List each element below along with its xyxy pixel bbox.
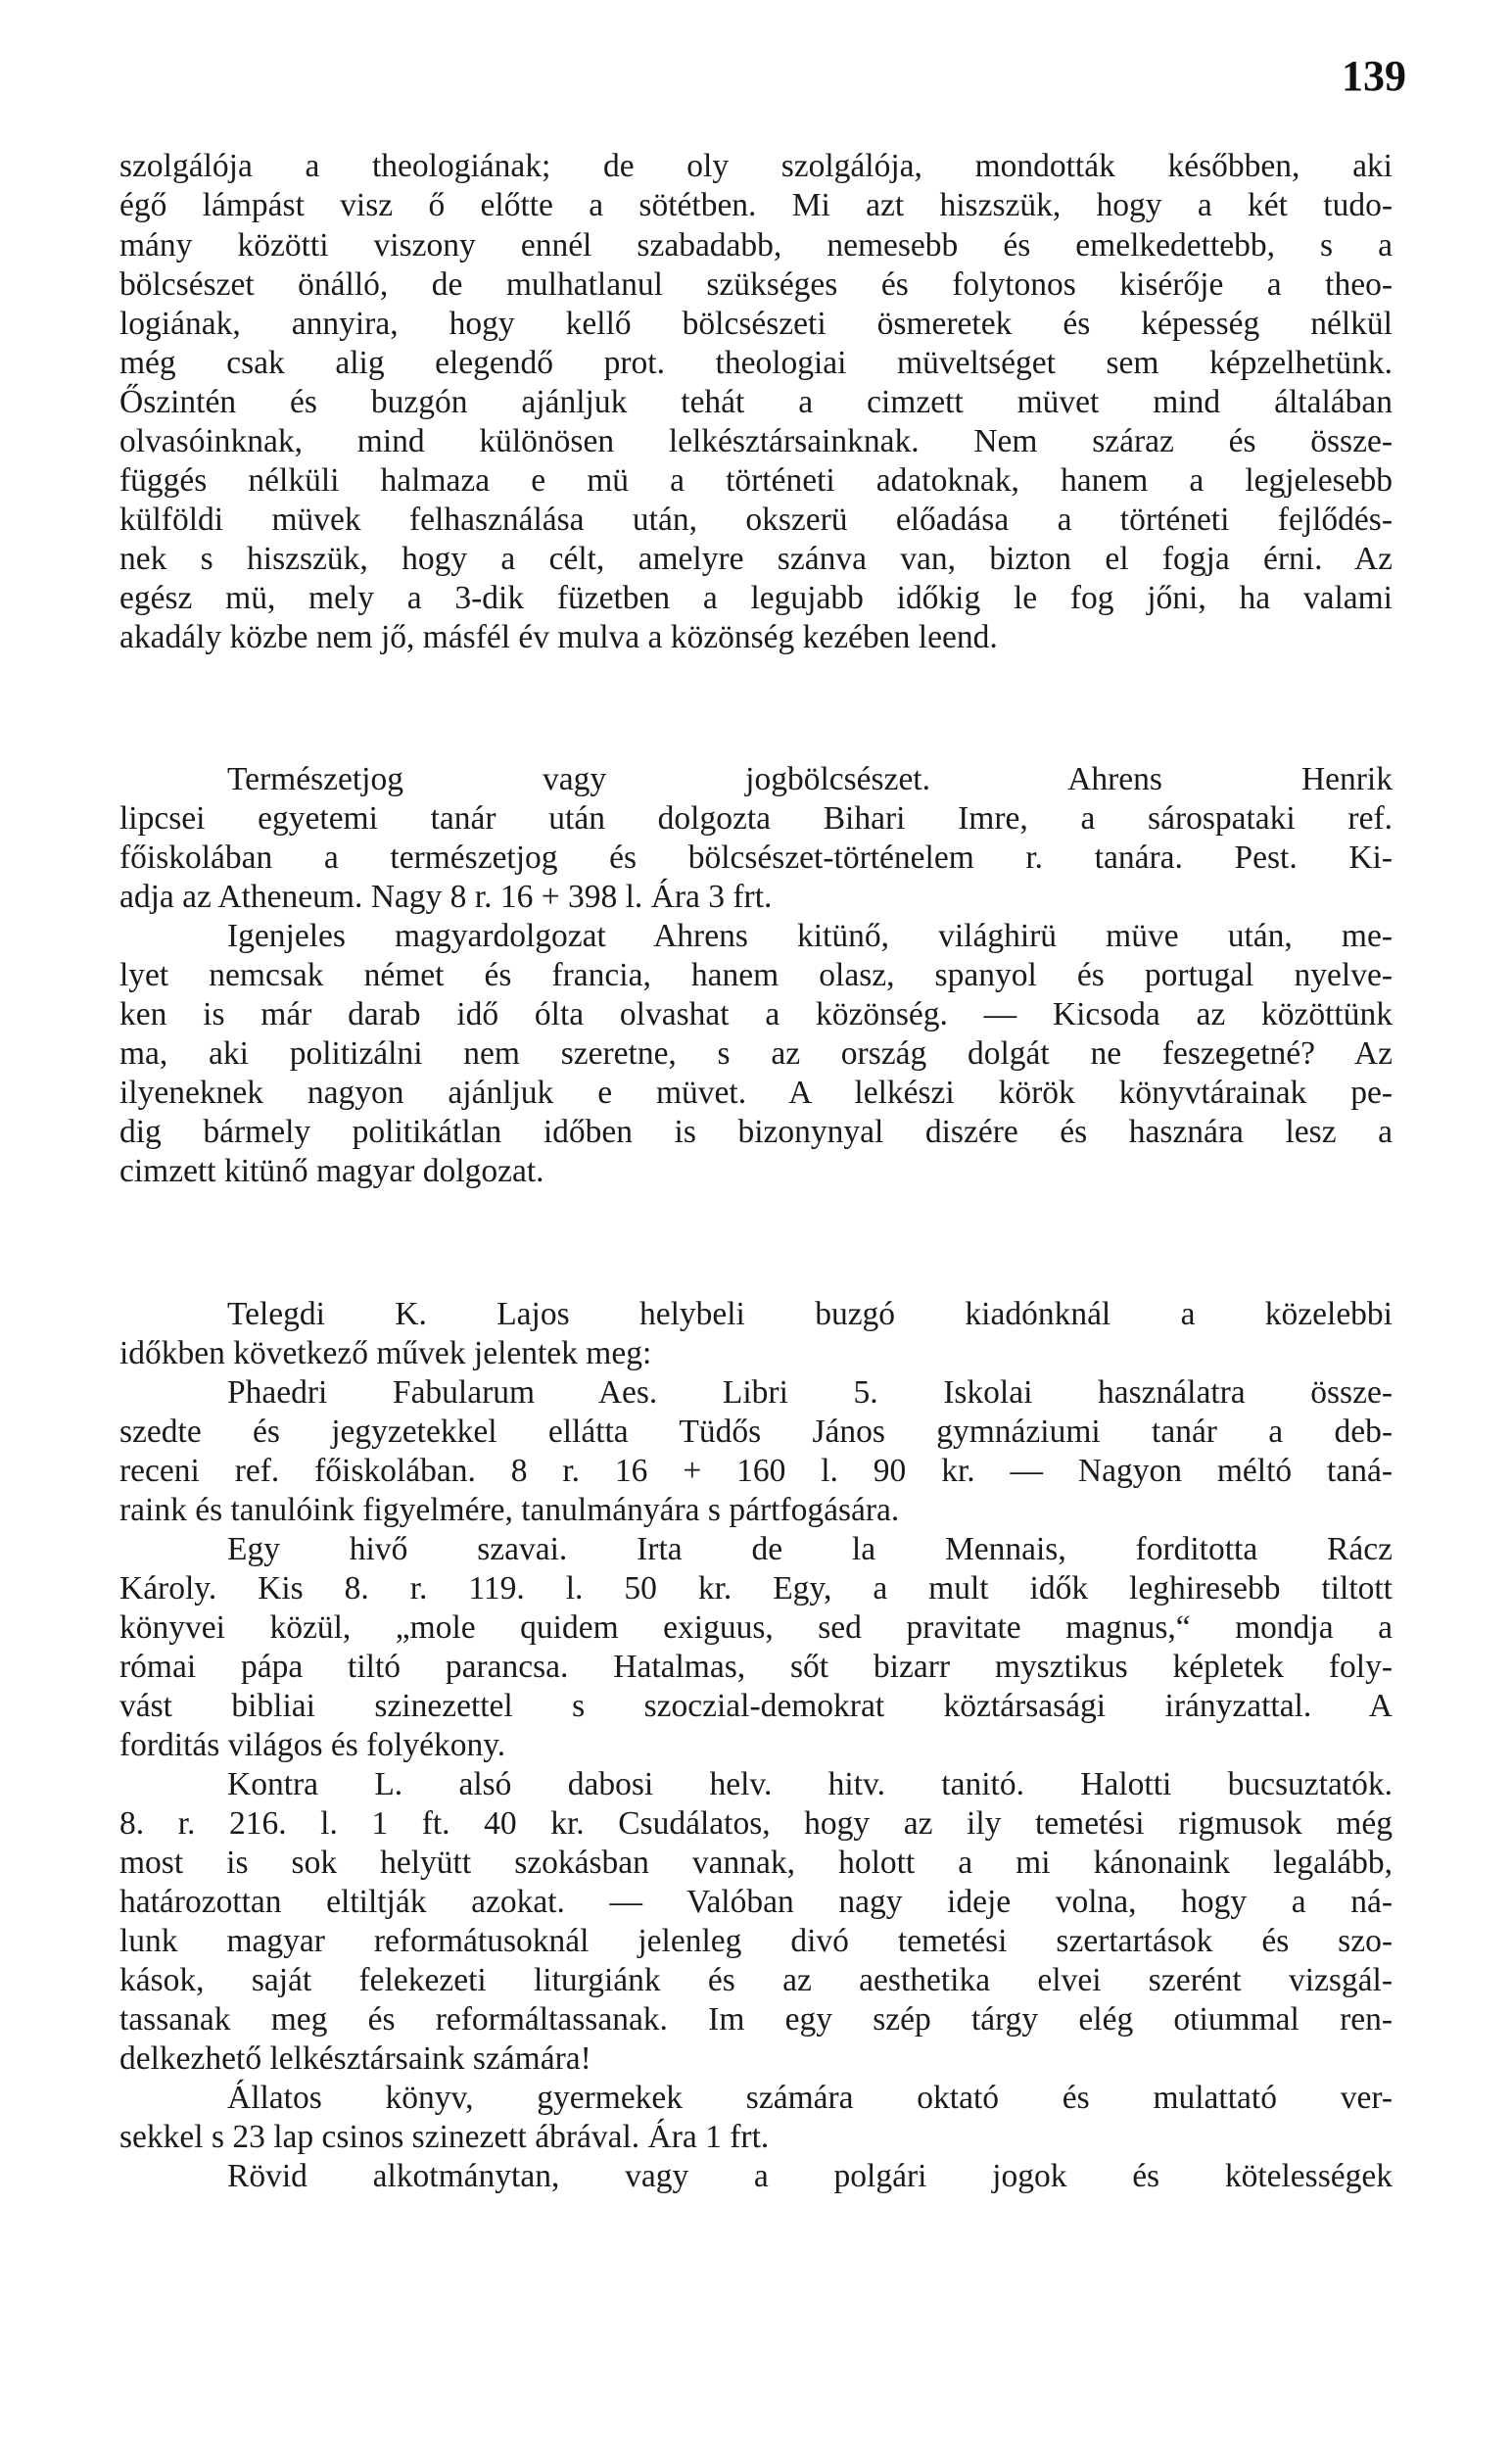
- text-line: Telegdi K. Lajos helybeli buzgó kiadónknál a közelebbi: [227, 1296, 1393, 1332]
- text-line: mány közötti viszony ennél szabadabb, nemesebb és emelkedettebb, s a: [119, 227, 1393, 264]
- text-line: Kontra L. alsó dabosi helv. hitv. tanitó. Halotti bucsuztatók.: [227, 1766, 1393, 1802]
- text-line: Rövid alkotmánytan, vagy a polgári jogok és kötelességek: [227, 2158, 1393, 2194]
- text-line: római pápa tiltó parancsa. Hatalmas, sőt bizarr mysztikus képletek foly-: [119, 1649, 1393, 1685]
- text-line: időkben következő művek jelentek meg:: [119, 1335, 652, 1371]
- text-line: ma, aki politizálni nem szeretne, s az ország dolgát ne feszegetné? Az: [119, 1035, 1393, 1072]
- text-line: ken is már darab idő ólta olvashat a közönség. — Kicsoda az közöttünk: [119, 996, 1393, 1032]
- text-line: szedte és jegyzetekkel ellátta Tüdős János gymnáziumi tanár a deb-: [119, 1414, 1393, 1450]
- text-line: bölcsészet önálló, de mulhatlanul szükséges és folytonos kisérője a theo-: [119, 266, 1393, 303]
- text-line: Őszintén és buzgón ajánljuk tehát a cimzett müvet mind általában: [119, 384, 1393, 420]
- text-line: külföldi müvek felhasználása után, okszerü előadása a történeti fejlődés-: [119, 502, 1393, 538]
- text-line: most is sok helyütt szokásban vannak, holott a mi kánonaink legalább,: [119, 1845, 1393, 1881]
- text-line: egész mü, mely a 3-dik füzetben a legujabb időkig le fog jőni, ha valami: [119, 580, 1393, 616]
- text-line: akadály közbe nem jő, másfél év mulva a közönség kezében leend.: [119, 619, 998, 655]
- text-line: logiának, annyira, hogy kellő bölcsészeti ösmeretek és képesség nélkül: [119, 306, 1393, 342]
- text-line: főiskolában a természetjog és bölcsészet-történelem r. tanára. Pest. Ki-: [119, 839, 1393, 876]
- text-line: Phaedri Fabularum Aes. Libri 5. Iskolai használatra össze-: [227, 1374, 1393, 1411]
- text-line: raink és tanulóink figyelmére, tanulmányára s pártfogására.: [119, 1492, 900, 1528]
- text-line: ilyeneknek nagyon ajánljuk e müvet. A lelkészi körök könyvtárainak pe-: [119, 1075, 1393, 1111]
- text-line: szolgálója a theologiának; de oly szolgálója, mondották későbben, aki: [119, 148, 1393, 184]
- text-line: delkezhető lelkésztársaink számára!: [119, 2040, 591, 2077]
- text-line: Károly. Kis 8. r. 119. l. 50 kr. Egy, a mult idők leghiresebb tiltott: [119, 1570, 1393, 1607]
- text-line: dig bármely politikátlan időben is bizonynyal diszére és hasznára lesz a: [119, 1114, 1393, 1150]
- text-line: lunk magyar reformátusoknál jelenleg divó temetési szertartások és szo-: [119, 1923, 1393, 1959]
- text-line: Igenjeles magyardolgozat Ahrens kitünő, világhirü müve után, me-: [227, 918, 1393, 954]
- text-line: olvasóinknak, mind különösen lelkésztársainknak. Nem száraz és össze-: [119, 423, 1393, 459]
- text-line: még csak alig elegendő prot. theologiai müveltséget sem képzelhetünk.: [119, 345, 1393, 381]
- text-line: cimzett kitünő magyar dolgozat.: [119, 1153, 544, 1189]
- text-line: égő lámpást visz ő előtte a sötétben. Mi azt hiszszük, hogy a két tudo-: [119, 187, 1393, 223]
- text-line: adja az Atheneum. Nagy 8 r. 16 + 398 l. Ára 3 frt.: [119, 879, 773, 915]
- text-line: vást bibliai szinezettel s szoczial-demokrat köztársasági irányzattal. A: [119, 1688, 1393, 1724]
- text-line: sekkel s 23 lap csinos szinezett ábrával. Ára 1 frt.: [119, 2119, 770, 2155]
- text-line: nek s hiszszük, hogy a célt, amelyre szánva van, bizton el fogja érni. Az: [119, 541, 1393, 577]
- text-line: függés nélküli halmaza e mü a történeti adatoknak, hanem a legjelesebb: [119, 462, 1393, 499]
- text-line: 8. r. 216. l. 1 ft. 40 kr. Csudálatos, hogy az ily temetési rigmusok még: [119, 1805, 1393, 1842]
- text-line: lipcsei egyetemi tanár után dolgozta Bihari Imre, a sárospataki ref.: [119, 800, 1393, 837]
- text-line: könyvei közül, „mole quidem exiguus, sed pravitate magnus,“ mondja a: [119, 1609, 1393, 1646]
- text-line: Állatos könyv, gyermekek számára oktató és mulattató ver-: [227, 2080, 1393, 2116]
- text-line: Egy hivő szavai. Irta de la Mennais, forditotta Rácz: [227, 1531, 1393, 1567]
- text-line: tassanak meg és reformáltassanak. Im egy szép tárgy elég otiummal ren-: [119, 2001, 1393, 2038]
- text-line: kások, saját felekezeti liturgiánk és az aesthetika elvei szerént vizsgál-: [119, 1962, 1393, 1998]
- text-line: forditás világos és folyékony.: [119, 1727, 506, 1763]
- text-line: lyet nemcsak német és francia, hanem olasz, spanyol és portugal nyelve-: [119, 957, 1393, 993]
- text-line: receni ref. főiskolában. 8 r. 16 + 160 l. 90 kr. — Nagyon méltó taná-: [119, 1453, 1393, 1489]
- text-line: Természetjog vagy jogbölcsészet. Ahrens Henrik: [227, 761, 1393, 797]
- text-line: határozottan eltiltják azokat. — Valóban nagy ideje volna, hogy a ná-: [119, 1884, 1393, 1920]
- page-number: 139: [1342, 52, 1406, 100]
